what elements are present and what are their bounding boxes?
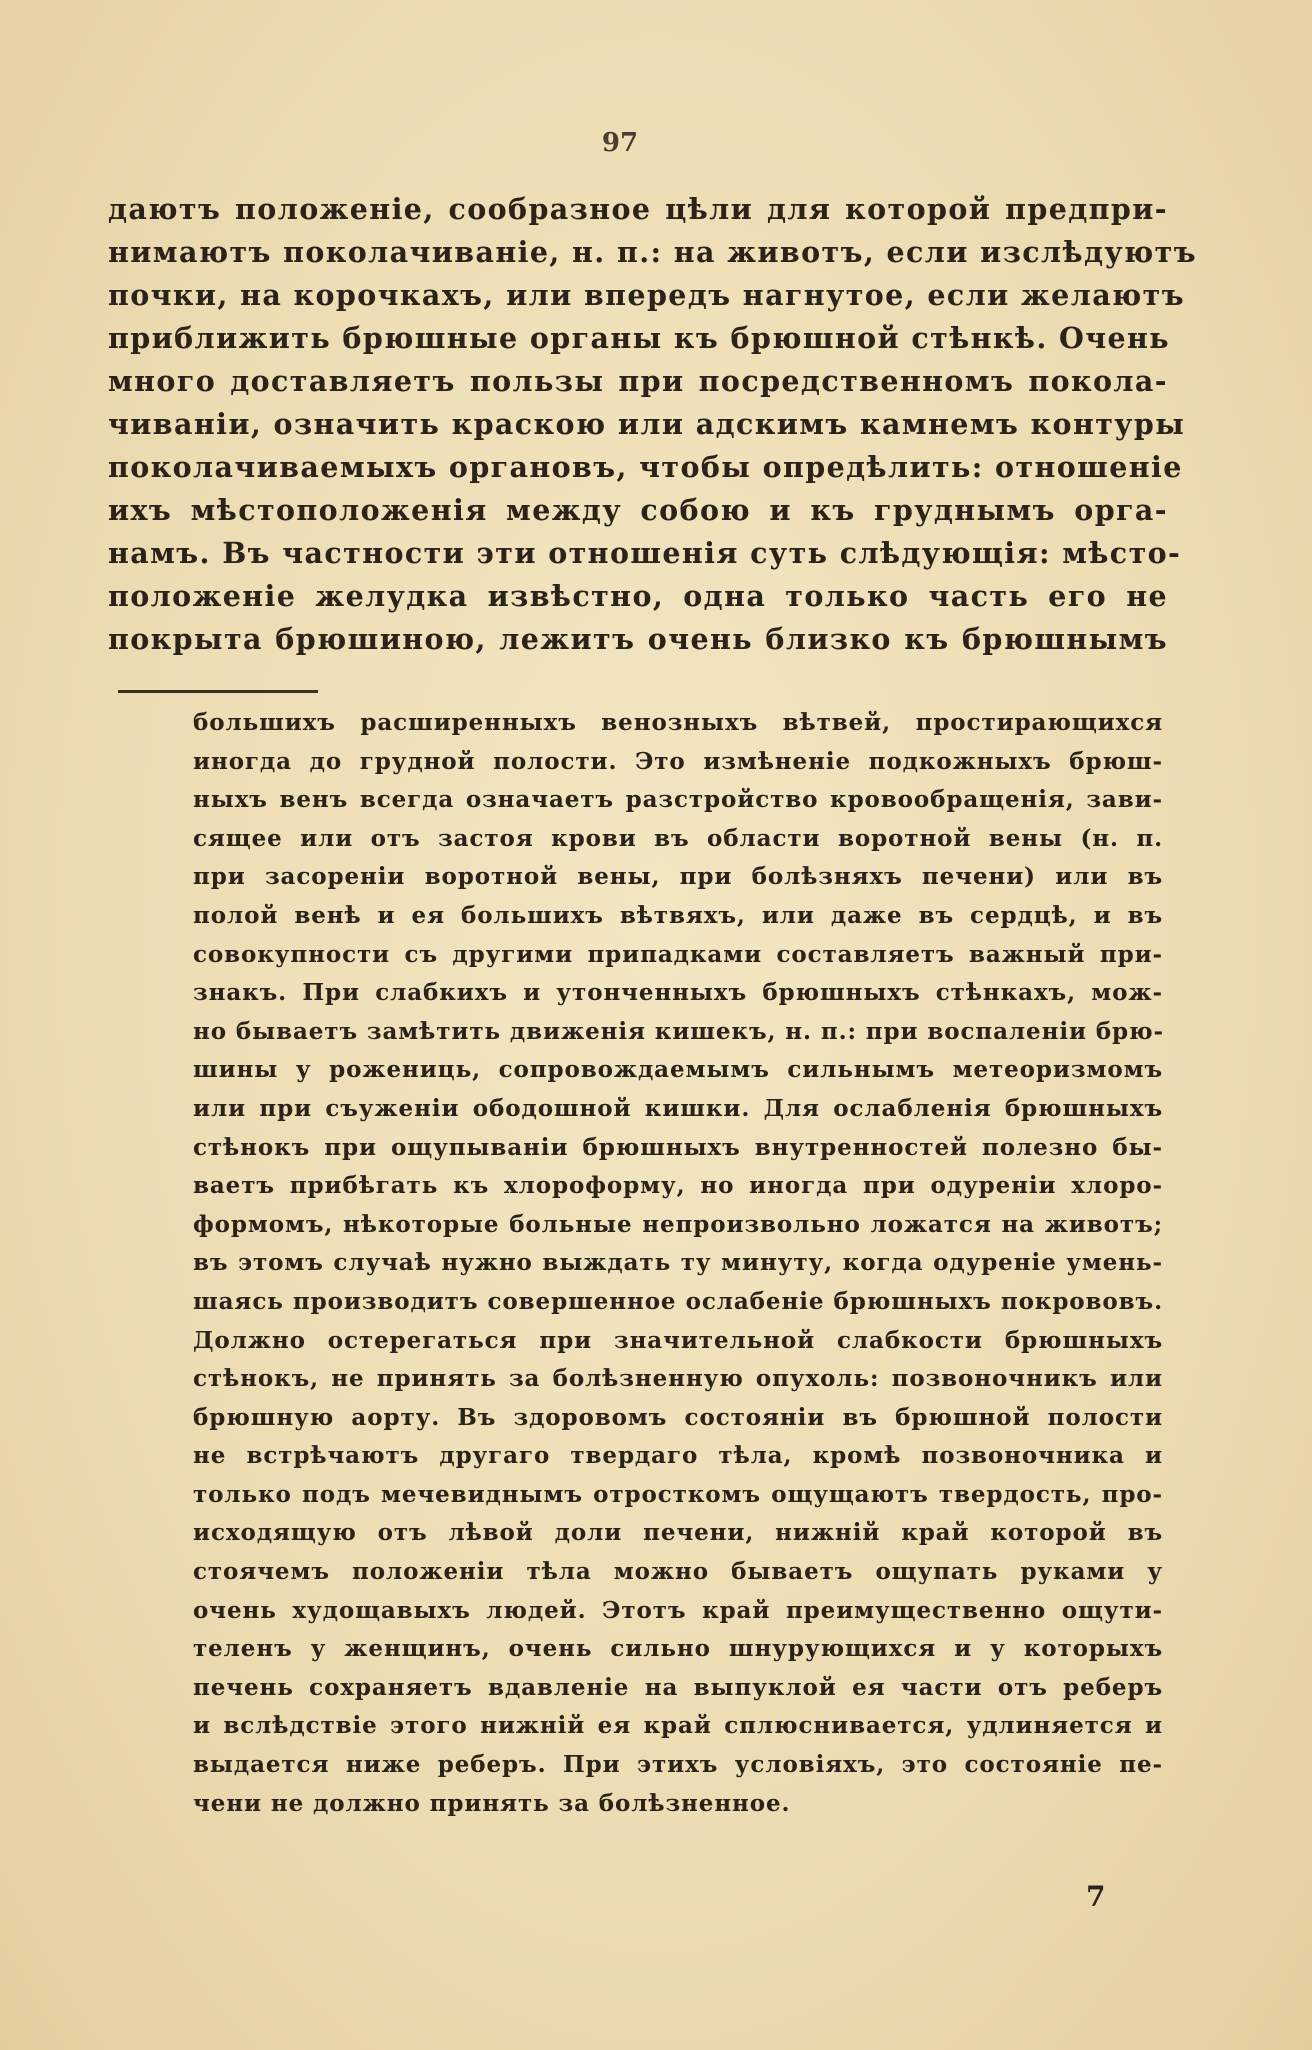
- footnote-line: стоячемъ положенiи тѣла можно бываетъ ощупать руками у: [193, 1558, 1163, 1586]
- footnote-line: стѣнокъ при ощупыванiи брюшныхъ внутренностей полезно бы-: [193, 1133, 1163, 1161]
- footnote-line: ваетъ прибѣгать къ хлороформу, но иногда при одуренiи хлоро-: [193, 1172, 1163, 1200]
- text-line: много доставляетъ пользы при посредственномъ покола-: [108, 364, 1168, 398]
- text-line: приближить брюшные органы къ брюшной стѣнкѣ. Очень: [108, 321, 1170, 355]
- footnote-line: печень сохраняетъ вдавленiе на выпуклой ея части отъ реберъ: [193, 1673, 1163, 1701]
- footnote-line: но бываетъ замѣтить движенiя кишекъ, н. п.: при воспаленiи брю-: [193, 1017, 1164, 1045]
- footnote-line: стѣнокъ, не принять за болѣзненную опухоль: позвоночникъ или: [193, 1365, 1163, 1393]
- signature-mark: 7: [1086, 1880, 1106, 1913]
- footnote-line: ныхъ венъ всегда означаетъ разстройство кровообращенiя, зави-: [193, 786, 1163, 814]
- footnote-line: сящее или отъ застоя крови въ области воротной вены (н. п.: [193, 824, 1163, 852]
- footnote-line: исходящую отъ лѣвой доли печени, нижнiй край которой въ: [193, 1519, 1163, 1547]
- text-line: почки, на корочкахъ, или впередъ нагнутое, если желаютъ: [108, 278, 1186, 312]
- text-line: чиванiи, означить краскою или адскимъ камнемъ контуры: [108, 407, 1186, 441]
- footnote-line: иногда до грудной полости. Это измѣненiе подкожныхъ брюш-: [193, 747, 1163, 775]
- text-line: намъ. Въ частности эти отношенiя суть слѣдующiя: мѣсто-: [108, 536, 1182, 570]
- page-number: 97: [601, 128, 639, 158]
- footnote-line: большихъ расширенныхъ венозныхъ вѣтвей, простирающихся: [193, 709, 1163, 736]
- footnote-line: въ этомъ случаѣ нужно выждать ту минуту, когда одуренiе умень-: [193, 1249, 1163, 1277]
- footnote-line: совокупности съ другими припадками составляетъ важный при-: [193, 940, 1163, 968]
- footnote-line: или при съуженiи ободошной кишки. Для ослабленiя брюшныхъ: [193, 1094, 1163, 1122]
- footnote-line: выдается ниже реберъ. При этихъ условiяхъ, это состоянiе пе-: [193, 1751, 1163, 1779]
- text-line: положенiе желудка извѣстно, одна только часть его не: [108, 579, 1168, 613]
- footnote-line: шины у рожениць, сопровождаемымъ сильнымъ метеоризмомъ: [193, 1056, 1163, 1084]
- footnote-text: [193, 704, 1163, 1823]
- footnote-divider: [118, 690, 318, 693]
- footnote-line: и вслѣдствiе этого нижнiй ея край сплюснивается, удлиняется и: [193, 1712, 1163, 1740]
- main-text: [108, 188, 1197, 661]
- text-line: ихъ мѣстоположенiя между собою и къ груднымъ орга-: [108, 493, 1168, 527]
- footnote-line: шаясь производитъ совершенное ослабенiе брюшныхъ покрововъ.: [193, 1287, 1163, 1315]
- text-line: даютъ положенiе, сообразное цѣли для которой предпри-: [108, 192, 1168, 226]
- text-line: нимаютъ поколачиванiе, н. п.: на животъ, если изслѣдуютъ: [108, 235, 1197, 269]
- text-line: покрыта брюшиною, лежитъ очень близко къ брюшнымъ: [108, 622, 1168, 656]
- footnote-line: чени не должно принять за болѣзненное.: [193, 1789, 791, 1817]
- footnote-line: брюшную аорту. Въ здоровомъ состоянiи въ брюшной полости: [193, 1403, 1163, 1431]
- footnote-line: полой венѣ и ея большихъ вѣтвяхъ, или даже въ сердцѣ, и въ: [193, 901, 1163, 929]
- footnote-line: теленъ у женщинъ, очень сильно шнурующихся и у которыхъ: [193, 1635, 1163, 1663]
- footnote-line: формомъ, нѣкоторые больные непроизвольно ложатся на животъ;: [193, 1210, 1163, 1238]
- text-line: поколачиваемыхъ органовъ, чтобы опредѣлить: отношенiе: [108, 450, 1183, 484]
- footnote-line: Должно остерегаться при значительной слабкости брюшныхъ: [193, 1326, 1163, 1354]
- footnote-line: знакъ. При слабкихъ и утонченныхъ брюшныхъ стѣнкахъ, мож-: [193, 979, 1163, 1007]
- footnote-line: очень худощавыхъ людей. Этотъ край преимущественно ощути-: [193, 1596, 1163, 1624]
- footnote-line: при засоренiи воротной вены, при болѣзняхъ печени) или въ: [193, 863, 1163, 891]
- footnote-line: только подъ мечевиднымъ отросткомъ ощущаютъ твердость, про-: [193, 1480, 1163, 1508]
- footnote-line: не встрѣчаютъ другаго твердаго тѣла, кромѣ позвоночника и: [193, 1442, 1163, 1470]
